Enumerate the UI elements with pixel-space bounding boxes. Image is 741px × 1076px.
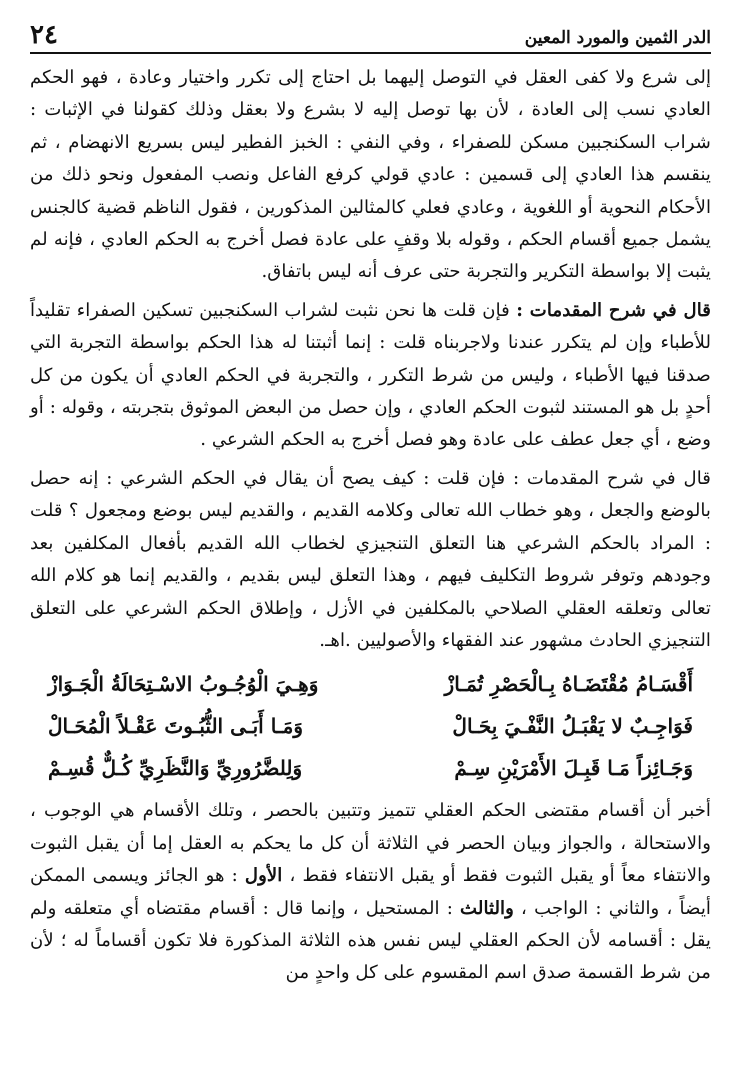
- verse-line: [30, 663, 711, 705]
- verse-second-hemistich: وَلِلضَّرُورِيِّ وَالنَّظَرِيِّ كُـلٌّ قُسِـمْ: [48, 756, 303, 781]
- verse-first-hemistich: فَوَاجِـبٌ لا يَقْبَـلُ النَّفْـيَ بِحَـالْ: [452, 714, 693, 739]
- page-header: [30, 22, 711, 54]
- verse-first-hemistich: وَجَـائِزاً مَـا قَبِـلَ الأَمْرَيْنِ سِـمْ: [454, 756, 693, 781]
- paragraph-2-lead: قال في شرح المقدمات :: [516, 299, 711, 321]
- paragraph-3: قال في شرح المقدمات : فإن قلت : كيف يصح أن يقال في الحكم الشرعي : إنه حصل بالوضع والجعل ، وهو خطاب الله تعالى وكلامه القديم ، والقديم ليس بوضع ومجعول ؟ قلت : المراد بالحكم الشرعي هنا التعلق التنجيزي لخطاب الله القديم بأفعال المكلفين بعد وجودهم وتوفر شروط التكليف فيهم ، وهذا التعلق ليس بقديم ، والقديم إنما هو كلام الله تعالى وتعلقه العقلي الصلاحي بالمكلفين في الأزل ، وإطلاق الحكم الشرعي على التعلق التنجيزي الحادث مشهور عند الفقهاء والأصوليين .اهـ.: [30, 467, 711, 651]
- paragraph-4-first-label: الأول: [244, 865, 283, 887]
- book-title: الدر الثمين والمورد المعين: [524, 28, 711, 48]
- paragraph-4: [30, 795, 711, 989]
- paragraph-2: [30, 295, 711, 457]
- paragraph-4-text-2: : هو الجائز ويسمى الممكن أيضاً ، والثاني : الواجب ،: [30, 865, 711, 919]
- verse-first-hemistich: أَقْسَـامُ مُقْتَضَـاهُ بِـالْحَصْرِ تُمَـازْ: [444, 672, 693, 697]
- paragraph-1: إلى شرع ولا كفى العقل في التوصل إليهما بل احتاج إلى تكرر واختيار وعادة ، فهو الحكم العادي نسب إلى العادة ، لأن بها توصل إليه لا بشرع ولا بعقل وذلك كقولنا في الإثبات : شراب السكنجبين مسكن للصفراء ، وفي النفي : الخبز الفطير ليس بسريع الانهضام ، ثم ينقسم هذا العادي إلى قسمين : عادي قولي كرفع الفاعل ونصب المفعول ونحو ذلك من الأحكام النحوية أو اللغوية ، وعادي فعلي كالمثالين المذكورين ، فقول الناظم قضية كالجنس يشمل جميع أقسام الحكم ، وقوله بلا وقفٍ على عادة فصل أخرج به الحكم العادي ، فإنه لم يثبت إلا بواسطة التكرير والتجربة حتى عرف أنه ليس باتفاق.: [30, 67, 711, 283]
- paragraph-2-text: فإن قلت ها نحن نثبت لشراب السكنجبين تسكين الصفراء تقليداً للأطباء وإن لم يتكرر عندنا ولاجربناه قلت : إنما أثبتنا له هذا الحكم بواسطة التجربة التي صدقنا فيها الأطباء ، وليس من شرط التكرر ، والتجربة في الحكم العادي أن يكون من كل أحدٍ بل هو المستند لثبوت الحكم العادي ، وإن حصل من البعض الموثوق بتجربته ، وقوله : أو وضع ، أي جعل عطف على عادة وهو فصل أخرج به الحكم الشرعي .: [30, 299, 711, 451]
- paragraph-4-third-label: والثالث: [460, 897, 514, 919]
- paragraph-4-text-1: أخبر أن أقسام مقتضى الحكم العقلي تتميز وتتبين بالحصر ، وتلك الأقسام هي الوجوب ، والاستحالة ، والجواز وبيان الحصر في الثلاثة أن كل ما يحكم به العقل إما أن يقبل الثبوت والانتفاء معاً أو يقبل الثبوت فقط أو يقبل الانتفاء فقط ،: [30, 800, 711, 887]
- verse-line: [30, 705, 711, 747]
- poem-verses: [30, 663, 711, 789]
- verse-second-hemistich: وَمَـا أَبَـى الثُّبُـوتَ عَقْـلاً الْمُحَـالْ: [48, 714, 304, 739]
- verse-line: [30, 747, 711, 789]
- verse-second-hemistich: وَهِـيَ الْوُجُـوبُ الاسْـتِحَالَةُ الْجَـوَازْ: [48, 672, 319, 697]
- paragraph-4-text-3: : المستحيل ، وإنما قال : أقسام مقتضاه أي متعلقه ولم يقل : أقسامه لأن الحكم العقلي ليس نفس هذه الثلاثة المذكورة فلا تكون أقساماً له ؛ لأن من شرط القسمة صدق اسم المقسوم على كل واحدٍ من: [30, 897, 711, 984]
- page-number: ٢٤: [30, 20, 58, 50]
